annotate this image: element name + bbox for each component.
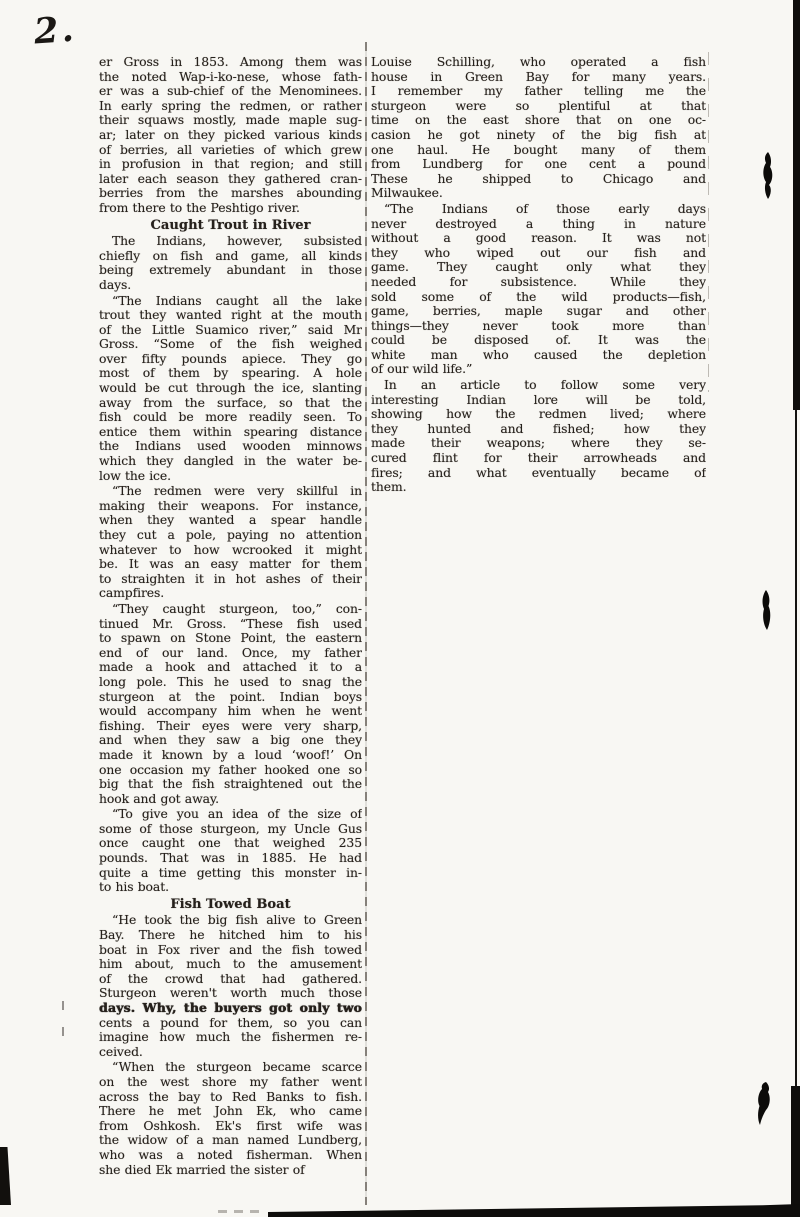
article-line: from Lundberg for one cent a pound xyxy=(371,157,706,172)
handwritten-page-number: 2. xyxy=(32,8,78,53)
article-column-left xyxy=(99,55,362,1178)
column-divider-line xyxy=(365,42,367,1205)
article-line: over fifty pounds apiece. They go xyxy=(99,351,362,366)
article-line: whatever to how wcrooked it might xyxy=(99,542,362,557)
margin-tick-mark xyxy=(62,1027,64,1036)
article-line: away from the surface, so that the xyxy=(99,395,362,410)
article-line: In an article to follow some very xyxy=(384,378,706,393)
article-line: ar; later on they picked various kinds xyxy=(99,127,362,142)
article-line: game. They caught only what they xyxy=(371,260,706,275)
article-line: ceived. xyxy=(99,1044,143,1059)
article-line: showing how the redmen lived; where xyxy=(371,407,706,422)
article-line: things—they never took more than xyxy=(371,318,706,333)
article-line: er was a sub-chief of the Menominees. xyxy=(99,84,362,99)
article-line: they cut a pole, paying no attention xyxy=(99,528,362,542)
article-line: made it known by a loud ‘woof!’ On xyxy=(99,747,362,762)
article-line: house in Green Bay for many years. xyxy=(371,69,706,84)
article-paragraph xyxy=(99,1060,362,1177)
article-line: of the crowd that had gathered. xyxy=(99,971,362,986)
article-line: could be disposed of. It was the xyxy=(371,333,706,348)
article-line: from there to the Peshtigo river. xyxy=(99,200,300,215)
article-line: “The Indians caught all the lake xyxy=(112,293,362,308)
article-line: imagine how much the fishermen re- xyxy=(99,1030,362,1045)
article-line: tinued Mr. Gross. “These fish used xyxy=(99,616,362,631)
article-line: Gross. “Some of the fish weighed xyxy=(99,337,362,352)
article-line: one haul. He bought many of them xyxy=(371,142,706,157)
article-line: big that the fish straightened out the xyxy=(99,777,362,792)
ink-smudge-mark xyxy=(759,589,774,635)
article-line: once caught one that weighed 235 xyxy=(99,836,362,851)
scan-edge-right-top xyxy=(793,0,800,410)
article-paragraph xyxy=(99,807,362,895)
article-line: These he shipped to Chicago and xyxy=(371,171,706,186)
article-line: the noted Wap-i-ko-nese, whose fath- xyxy=(99,69,362,84)
article-line: long pole. This he used to snag the xyxy=(99,674,362,689)
article-line: er Gross in 1853. Among them was xyxy=(99,55,362,69)
article-paragraph xyxy=(99,294,362,484)
article-line: time on the east shore that on one oc- xyxy=(371,113,706,128)
article-line: which they dangled in the water be- xyxy=(99,454,362,469)
article-line: and when they saw a big one they xyxy=(99,733,362,748)
article-subheading: Caught Trout in River xyxy=(150,217,311,233)
article-paragraph xyxy=(371,202,706,377)
article-line: In early spring the redmen, or rather xyxy=(99,98,362,113)
article-line: sturgeon at the point. Indian boys xyxy=(99,689,362,704)
article-line: chiefly on fish and game, all kinds xyxy=(99,248,362,263)
scan-edge-bottom-dashes xyxy=(218,1210,266,1213)
article-paragraph xyxy=(99,234,362,292)
article-line: being extremely abundant in those xyxy=(99,263,362,278)
article-line: of berries, all varieties of which grew xyxy=(99,142,362,157)
article-line: they who wiped out our fish and xyxy=(371,245,706,260)
article-line: to his boat. xyxy=(99,880,169,895)
article-line: end of our land. Once, my father xyxy=(99,645,362,660)
article-paragraph xyxy=(99,913,362,1059)
article-line: sold some of the wild products—fish, xyxy=(371,289,706,304)
article-line: from Oshkosh. Ek's first wife was xyxy=(99,1118,362,1133)
clipping-cut-line xyxy=(708,52,709,392)
article-line: casion he got ninety of the big fish at xyxy=(371,127,706,142)
ink-smudge-mark xyxy=(751,1080,775,1128)
article-line: pounds. That was in 1885. He had xyxy=(99,851,362,866)
article-line: “When the sturgeon became scarce xyxy=(112,1060,362,1075)
article-line: needed for subsistence. While they xyxy=(371,274,706,289)
article-line: made a hook and attached it to a xyxy=(99,660,362,675)
article-line: “They caught sturgeon, too,” con- xyxy=(112,601,362,616)
article-line: quite a time getting this monster in- xyxy=(99,865,362,880)
article-line: when they wanted a spear handle xyxy=(99,513,362,528)
article-line: most of them by spearing. A hole xyxy=(99,366,362,381)
article-line: they hunted and fished; how they xyxy=(371,421,706,436)
article-line: one occasion my father hooked one so xyxy=(99,762,362,777)
article-line: their squaws mostly, made maple sug- xyxy=(99,113,362,128)
article-line: on the west shore my father went xyxy=(99,1074,362,1089)
article-line: “The Indians of those early days xyxy=(384,201,706,216)
article-line: cured flint for their arrowheads and xyxy=(371,451,706,466)
article-column-right xyxy=(371,55,706,496)
article-line: the Indians used wooden minnows xyxy=(99,439,362,454)
article-line: Sturgeon weren't worth much those xyxy=(99,986,362,1001)
article-line: later each season they gathered cran- xyxy=(99,171,362,186)
article-line: to spawn on Stone Point, the eastern xyxy=(99,631,362,646)
article-line: him about, much to the amusement xyxy=(99,957,362,972)
article-line: entice them within spearing distance xyxy=(99,424,362,439)
article-line: them. xyxy=(371,480,407,495)
article-line: hook and got away. xyxy=(99,791,219,806)
article-line: she died Ek married the sister of xyxy=(99,1162,305,1177)
article-line: never destroyed a thing in nature xyxy=(371,216,706,231)
article-line: There he met John Ek, who came xyxy=(99,1104,362,1119)
article-paragraph xyxy=(371,55,706,201)
article-paragraph xyxy=(99,484,362,601)
scan-edge-bottom-left xyxy=(0,1147,11,1205)
article-line: sturgeon were so plentiful at that xyxy=(371,98,706,113)
article-line: fires; and what eventually became of xyxy=(371,465,706,480)
scan-edge-right-bottom xyxy=(791,1086,800,1217)
article-line: trout they wanted right at the mouth xyxy=(99,308,362,323)
article-line: who was a noted fisherman. When xyxy=(99,1147,362,1162)
ink-smudge-mark xyxy=(760,150,776,202)
article-line: I remember my father telling me the xyxy=(371,84,706,99)
article-line: of the Little Suamico river,” said Mr xyxy=(99,322,362,337)
article-paragraph xyxy=(99,602,362,806)
article-line: without a good reason. It was not xyxy=(371,231,706,246)
scan-edge-right-middle xyxy=(795,410,797,1086)
article-line: game, berries, maple sugar and other xyxy=(371,304,706,319)
article-line: “To give you an idea of the size of xyxy=(112,807,362,822)
article-line: campfires. xyxy=(99,586,165,601)
article-line: in profusion in that region; and still xyxy=(99,157,362,172)
margin-tick-mark xyxy=(62,1001,64,1010)
article-line: days. xyxy=(99,277,132,292)
article-line: fishing. Their eyes were very sharp, xyxy=(99,718,362,733)
article-line: would be cut through the ice, slanting xyxy=(99,381,362,396)
article-line: fish could be more readily seen. To xyxy=(99,410,362,425)
article-line: cents a pound for them, so you can xyxy=(99,1015,362,1030)
article-line: of our wild life.” xyxy=(371,362,473,377)
article-subheading: Fish Towed Boat xyxy=(170,896,291,912)
article-line: interesting Indian lore will be told, xyxy=(371,392,706,407)
article-line: white man who caused the depletion xyxy=(371,347,706,362)
article-line: “He took the big fish alive to Green xyxy=(112,913,362,928)
article-line: be. It was an easy matter for them xyxy=(99,557,362,572)
article-paragraph xyxy=(99,55,362,216)
article-line: boat in Fox river and the fish towed xyxy=(99,942,362,957)
article-line: to straighten it in hot ashes of their xyxy=(99,571,362,586)
article-line: some of those sturgeon, my Uncle Gus xyxy=(99,821,362,836)
article-paragraph xyxy=(371,378,706,495)
article-line: low the ice. xyxy=(99,468,171,483)
article-line: the widow of a man named Lundberg, xyxy=(99,1133,362,1148)
article-line: Milwaukee. xyxy=(371,186,443,201)
article-line: The Indians, however, subsisted xyxy=(112,234,362,249)
article-line: “The redmen were very skillful in xyxy=(112,484,362,499)
scan-edge-bottom xyxy=(268,1204,800,1217)
article-line: made their weapons; where they se- xyxy=(371,436,706,451)
article-line: berries from the marshes abounding xyxy=(99,186,362,201)
article-line: making their weapons. For instance, xyxy=(99,498,362,513)
article-line: days. Why, the buyers got only two xyxy=(99,1001,362,1015)
article-line: Bay. There he hitched him to his xyxy=(99,928,362,943)
article-line: would accompany him when he went xyxy=(99,704,362,719)
article-line: Louise Schilling, who operated a fish xyxy=(371,55,706,69)
article-line: across the bay to Red Banks to fish. xyxy=(99,1089,362,1104)
